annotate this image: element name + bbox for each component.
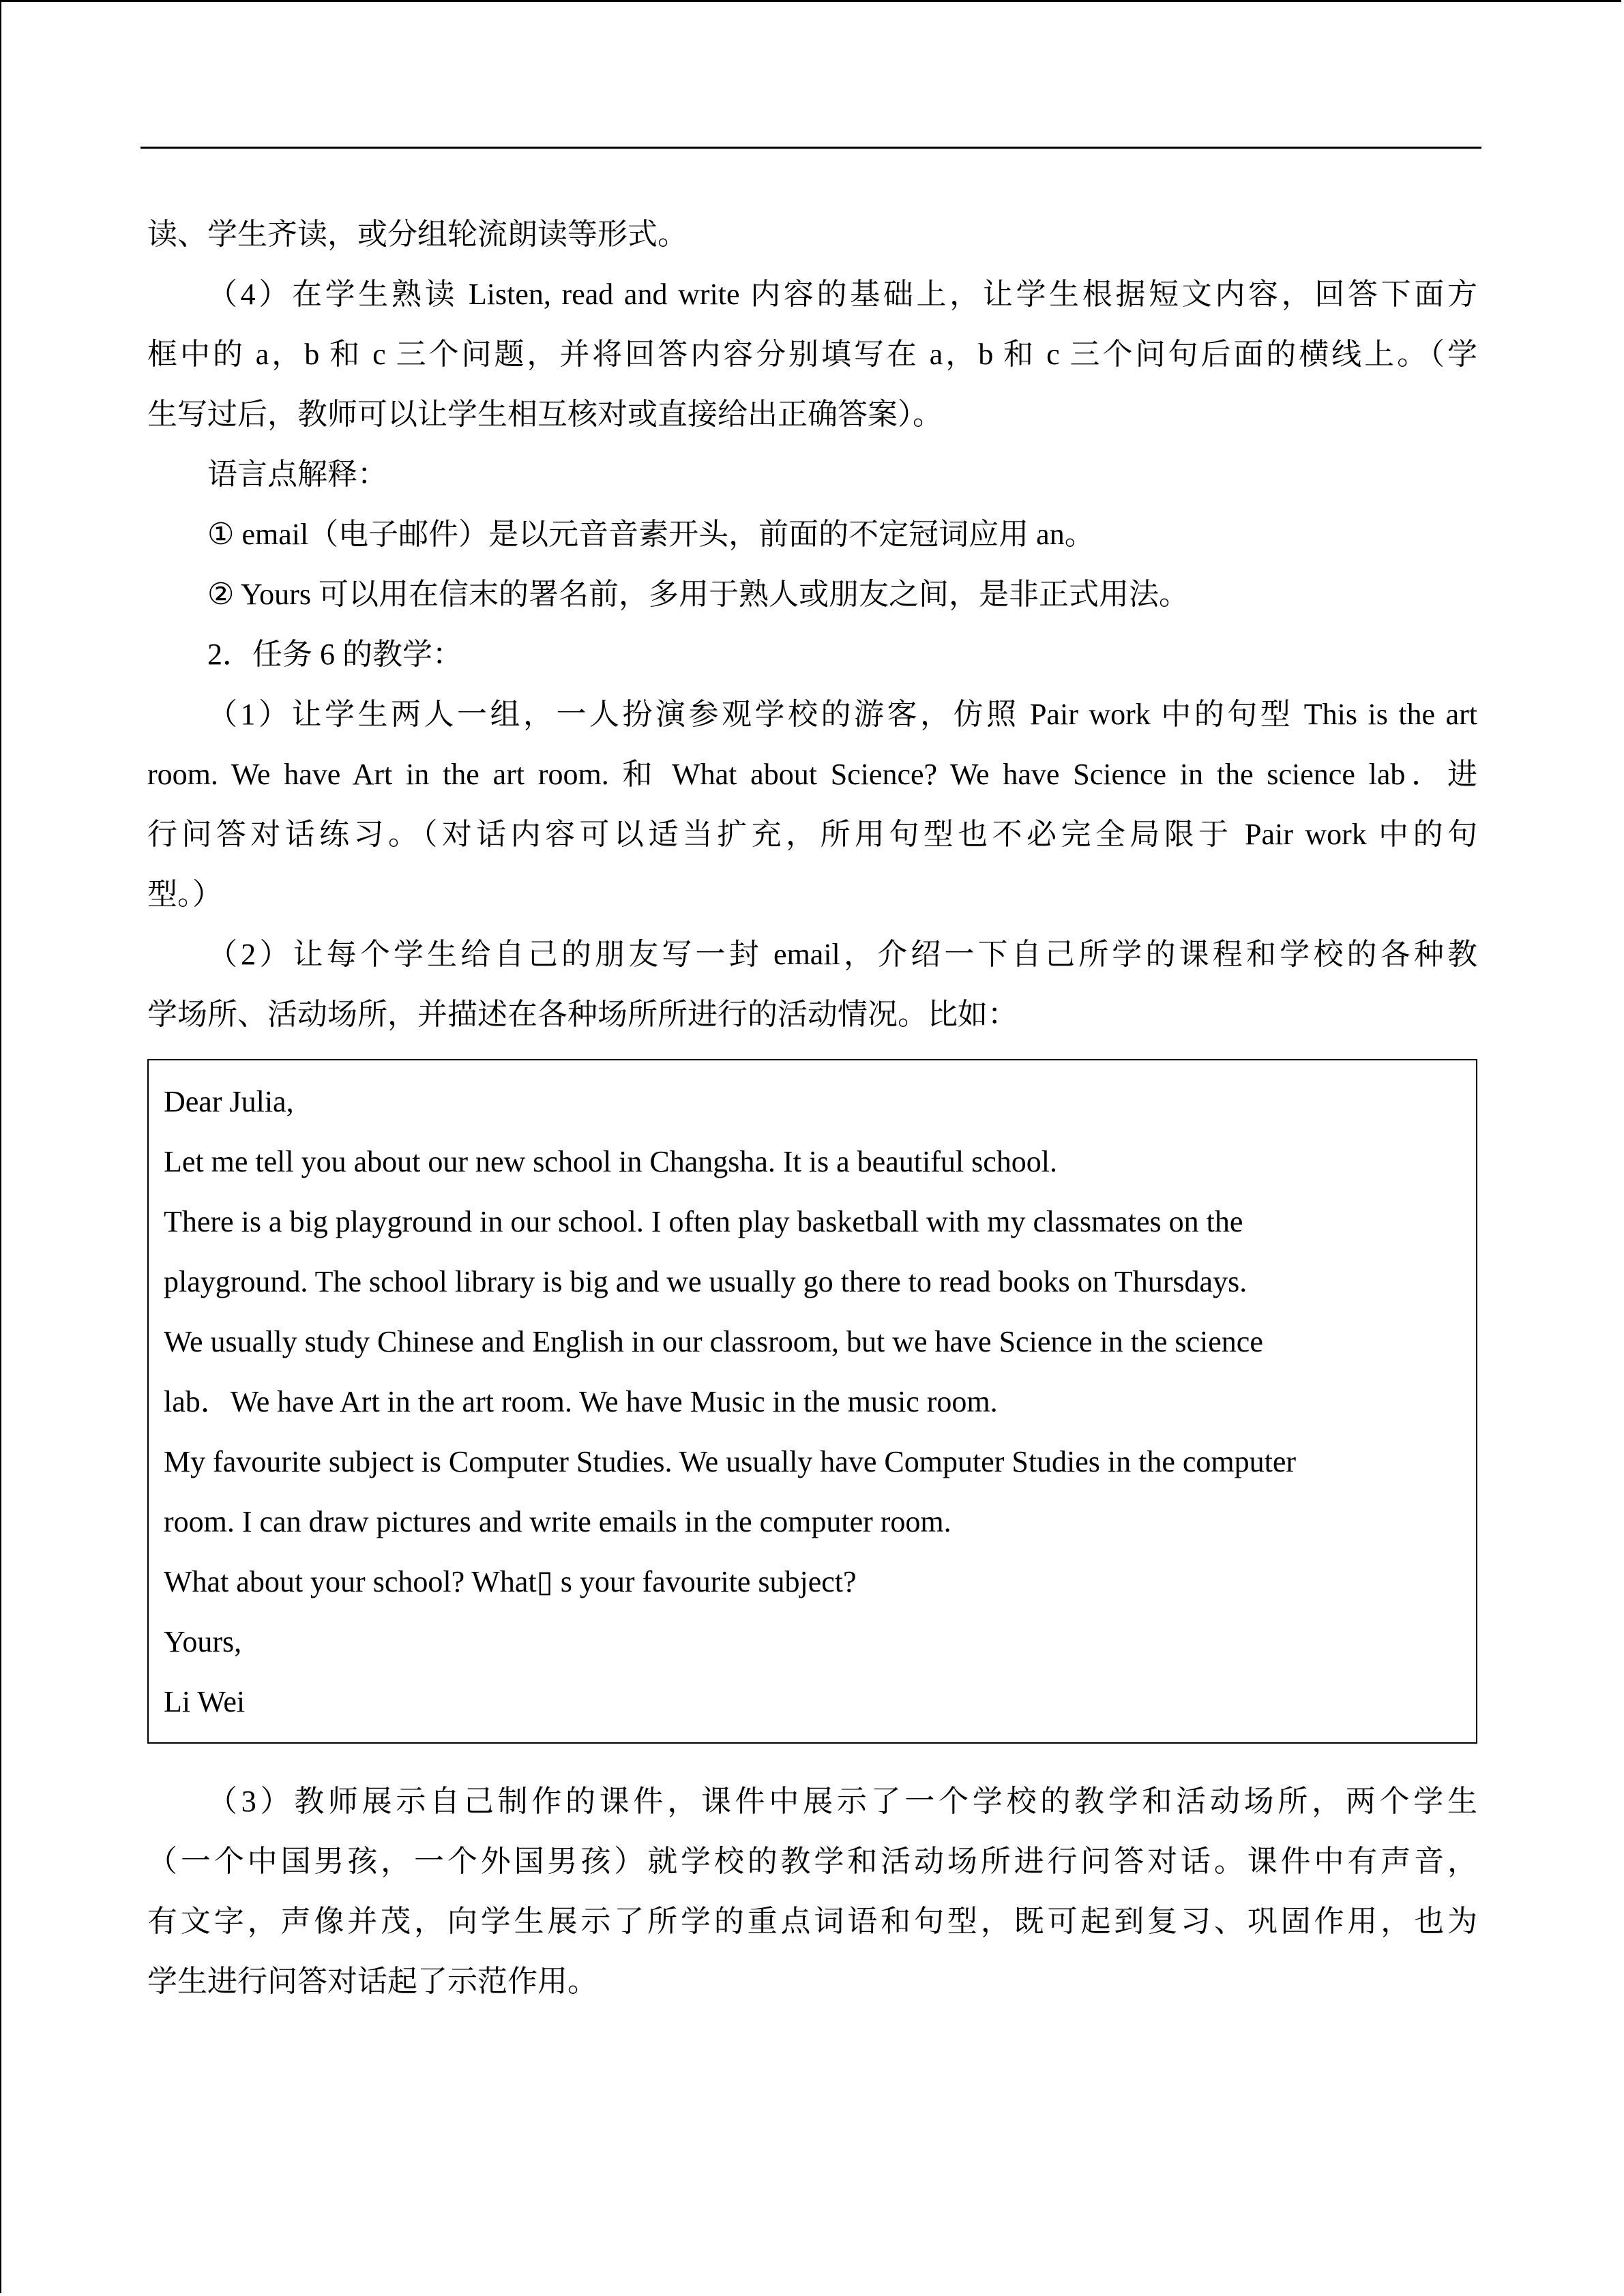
text-line: （3）教师展示自己制作的课件，课件中展示了一个学校的教学和活动场所，两个学生 xyxy=(207,1785,1477,1818)
document-body xyxy=(147,205,1477,1045)
text-line: 框中的 a，b 和 c 三个问题，并将回答内容分别填写在 a，b 和 c 三个问句后面的横线上。（学 xyxy=(147,338,1477,371)
text-line: 学生进行问答对话起了示范作用。 xyxy=(147,1965,597,1998)
text-line: 型。） xyxy=(147,878,222,911)
text-line: 读、学生齐读，或分组轮流朗读等形式。 xyxy=(147,218,688,251)
text-line: （一个中国男孩，一个外国男孩）就学校的教学和活动场所进行问答对话。课件中有声音， xyxy=(147,1845,1477,1878)
email-line: room. I can draw pictures and write emails in the computer room. xyxy=(164,1505,951,1538)
list-item: ① email（电子邮件）是以元音音素开头，前面的不定冠词应用 an。 xyxy=(207,518,1095,551)
section-heading: 2．任务 6 的教学： xyxy=(207,638,462,671)
text-line: 生写过后，教师可以让学生相互核对或直接给出正确答案）。 xyxy=(147,398,943,431)
text-line: 行问答对话练习。（对话内容可以适当扩充，所用句型也不必完全局限于 Pair work 中的句 xyxy=(147,818,1477,851)
email-line: We usually study Chinese and English in our classroom, but we have Science in the science xyxy=(164,1325,1263,1358)
email-line: Let me tell you about our new school in Changsha. It is a beautiful school. xyxy=(164,1145,1057,1178)
list-item: ② Yours 可以用在信末的署名前，多用于熟人或朋友之间，是非正式用法。 xyxy=(207,578,1189,611)
section-heading: 语言点解释： xyxy=(207,458,387,491)
sample-email-box xyxy=(147,1059,1477,1744)
text-line: 有文字，声像并茂，向学生展示了所学的重点词语和句型，既可起到复习、巩固作用，也为 xyxy=(147,1905,1477,1938)
email-greeting: Dear Julia, xyxy=(164,1085,294,1118)
email-signature: Li Wei xyxy=(164,1685,246,1718)
email-line: playground. The school library is big and we usually go there to read books on Thursdays. xyxy=(164,1265,1247,1298)
text-line: （2）让每个学生给自己的朋友写一封 email，介绍一下自己所学的课程和学校的各种教 xyxy=(207,938,1477,971)
email-line: lab．We have Art in the art room. We have Music in the music room. xyxy=(164,1385,998,1418)
email-line: My favourite subject is Computer Studies. We usually have Computer Studies in the computer xyxy=(164,1445,1297,1478)
text-line: 学场所、活动场所，并描述在各种场所所进行的活动情况。比如： xyxy=(147,998,1018,1031)
text-line: （1）让学生两人一组，一人扮演参观学校的游客，仿照 Pair work 中的句型 This is the art xyxy=(207,698,1477,731)
email-closing: Yours, xyxy=(164,1625,242,1658)
text-line: room. We have Art in the art room. 和 What about Science? We have Science in the science lab．进 xyxy=(147,758,1477,791)
document-body-continued xyxy=(147,1772,1477,2012)
email-line: What about your school? What▯ s your favourite subject? xyxy=(164,1565,857,1598)
email-line: There is a big playground in our school. I often play basketball with my classmates on the xyxy=(164,1205,1243,1238)
text-line: （4）在学生熟读 Listen, read and write 内容的基础上，让学生根据短文内容，回答下面方 xyxy=(207,278,1477,311)
header-rule xyxy=(141,147,1481,149)
